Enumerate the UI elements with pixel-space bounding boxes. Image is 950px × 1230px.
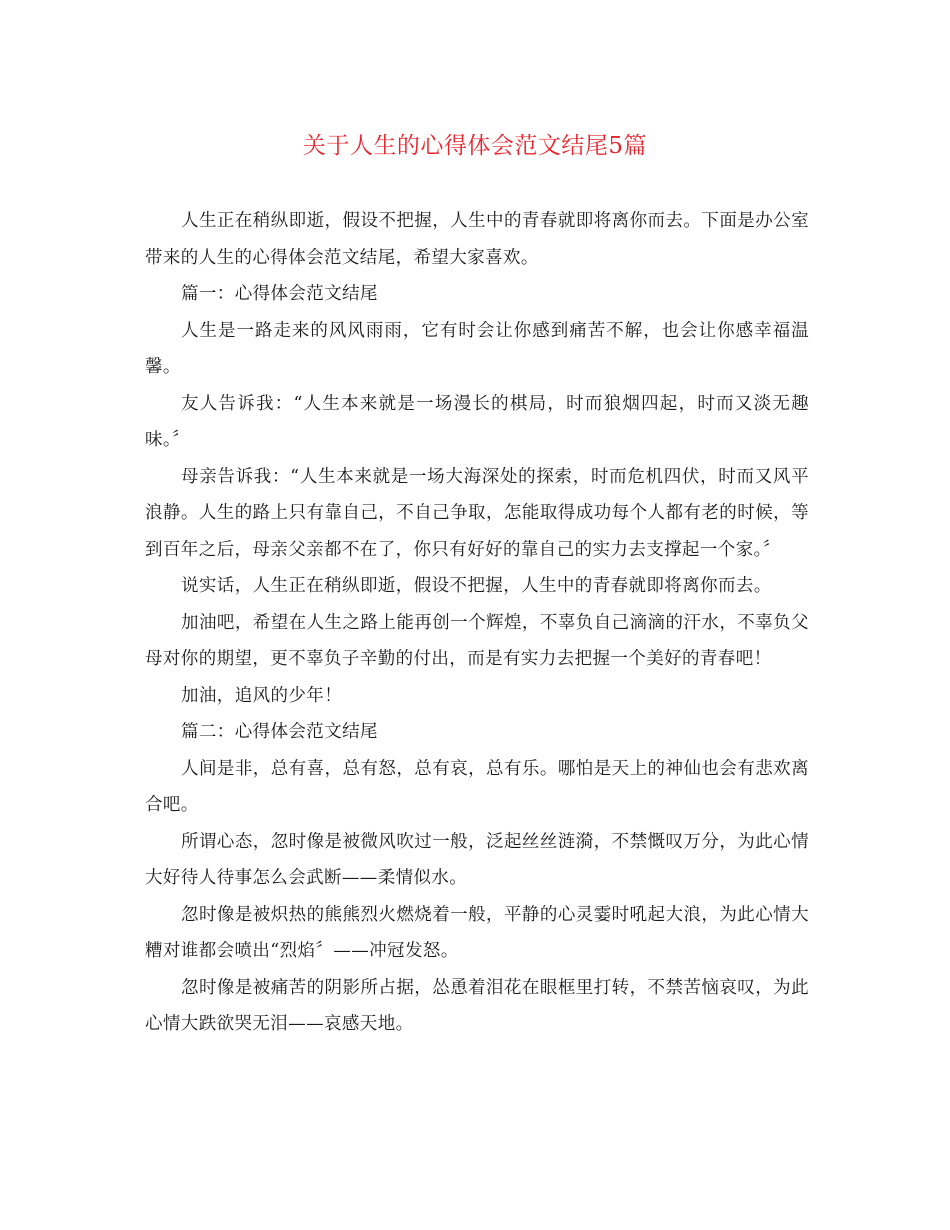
section-heading-2: 篇二：心得体会范文结尾 — [181, 722, 378, 742]
paragraph: 人生是一路走来的风风雨雨，它有时会让你感到痛苦不解，也会让你感幸福温馨。 — [145, 320, 809, 377]
paragraph: 加油，追风的少年！ — [181, 685, 343, 706]
paragraph: 友人告诉我：“人生本来就是一场漫长的棋局，时而狼烟四起，时而又淡无趣味。〞 — [145, 393, 809, 450]
paragraph: 人间是非，总有喜，总有怒，总有哀，总有乐。哪怕是天上的神仙也会有悲欢离合吧。 — [145, 758, 809, 815]
paragraph: 忽时像是被痛苦的阴影所占据，怂恿着泪花在眼框里打转，不禁苦恼哀叹，为此心情大跌欲哭无泪——哀感天地。 — [145, 977, 809, 1034]
paragraph: 母亲告诉我：“人生本来就是一场大海深处的探索，时而危机四伏，时而又风平浪静。人生的路上只有靠自己，不自己争取，怎能取得成功每个人都有老的时候，等到百年之后，母亲父亲都不在了，你只有好好的靠自己的实力去支撑起一个家。〞 — [145, 466, 809, 560]
paragraph: 加油吧，希望在人生之路上能再创一个辉煌，不辜负自己滴滴的汗水，不辜负父母对你的期望，更不辜负子辛勤的付出，而是有实力去把握一个美好的青春吧！ — [145, 612, 809, 669]
paragraph: 忽时像是被炽热的熊熊烈火燃烧着一般，平静的心灵霎时吼起大浪，为此心情大糟对谁都会喷出“烈焰〞——冲冠发怒。 — [145, 904, 809, 961]
paragraph-intro: 人生正在稍纵即逝，假设不把握，人生中的青春就即将离你而去。下面是办公室带来的人生的心得体会范文结尾，希望大家喜欢。 — [145, 211, 809, 268]
document-body — [145, 203, 809, 1043]
paragraph: 说实话，人生正在稍纵即逝，假设不把握，人生中的青春就即将离你而去。 — [181, 576, 772, 596]
paragraph: 所谓心态，忽时像是被微风吹过一般，泛起丝丝涟漪，不禁慨叹万分，为此心情大好待人待事怎么会武断——柔情似水。 — [145, 831, 809, 888]
document-title: 关于人生的心得体会范文结尾5篇 — [302, 133, 648, 159]
section-heading-1: 篇一：心得体会范文结尾 — [181, 284, 378, 304]
